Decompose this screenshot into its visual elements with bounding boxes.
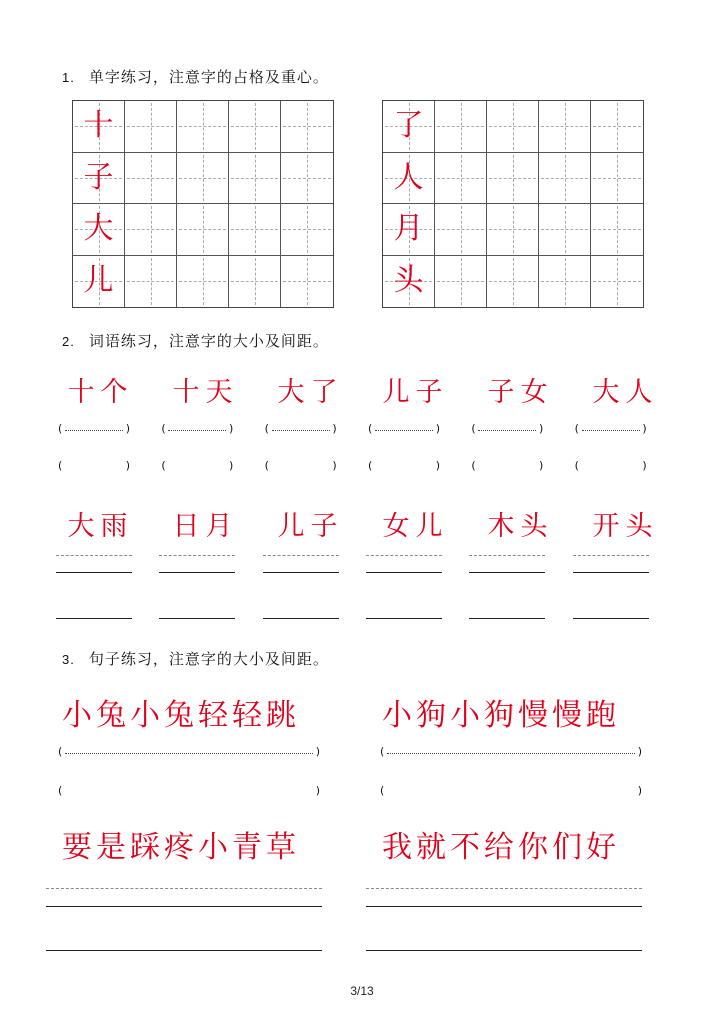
sentence-writing-line-right-2[interactable] [366,950,642,951]
pinyin-answer-box[interactable] [471,422,543,438]
dashed-guide [263,555,339,556]
close-paren: ) [315,745,320,758]
writing-line[interactable] [469,618,545,619]
close-paren: ) [642,459,647,472]
section1-title: 单字练习，注意字的占格及重心。 [88,68,329,86]
grid-cell[interactable] [591,153,643,205]
open-paren: ( [58,745,63,758]
open-paren: ( [380,745,385,758]
word: 日月 [172,511,239,542]
writing-line[interactable] [366,618,442,619]
word: 子女 [487,377,554,408]
section3-heading [62,648,329,669]
sentence-dashed-guide-right [366,888,642,889]
dashed-guide [366,555,442,556]
grid-char: 儿 [83,263,114,299]
section2-number: 2. [62,334,75,349]
pinyin-blank-row [58,459,678,475]
grid-cell[interactable] [383,256,435,308]
pinyin-answer-box[interactable] [265,422,337,438]
grid-cell[interactable] [281,101,333,153]
close-paren: ) [332,422,337,435]
grid-cell[interactable] [383,204,435,256]
close-paren: ) [435,422,440,435]
grid-cell[interactable] [177,101,229,153]
word: 十天 [172,377,239,408]
grid-cell[interactable] [435,101,487,153]
word: 女儿 [382,511,449,542]
baseline [263,572,339,573]
grid-cell[interactable] [177,204,229,256]
grid-cell[interactable] [281,256,333,308]
grid-cell[interactable] [73,256,125,308]
grid-cell[interactable] [487,101,539,153]
open-paren: ( [574,459,579,472]
word: 儿子 [382,377,449,408]
close-paren: ) [539,459,544,472]
open-paren: ( [58,459,63,472]
word-writing-lines-2 [56,618,676,619]
pinyin-answer-box[interactable] [471,459,543,475]
pinyin-answer-box[interactable] [575,422,647,438]
word: 开头 [592,511,659,542]
open-paren: ( [574,422,579,435]
grid-char: 大 [83,211,114,247]
dotted-guide [65,753,313,754]
pinyin-answer-box[interactable] [161,459,233,475]
writing-line[interactable] [263,555,339,573]
sentence-1-left-pinyin-box[interactable] [58,745,320,761]
grid-cell[interactable] [229,101,281,153]
pinyin-answer-box[interactable] [58,459,130,475]
close-paren: ) [125,422,130,435]
close-paren: ) [229,459,234,472]
writing-line[interactable] [573,618,649,619]
grid-cell[interactable] [73,101,125,153]
close-paren: ) [637,745,642,758]
sentence-1-right: 小狗小狗慢慢跑 [382,698,620,733]
baseline [366,572,442,573]
dotted-guide [272,430,330,431]
dashed-guide [159,555,235,556]
grid-char: 人 [393,159,424,195]
close-paren: ) [637,784,642,797]
grid-cell[interactable] [229,256,281,308]
section1-heading [62,66,329,87]
grid-cell[interactable] [487,204,539,256]
dotted-guide [168,430,226,431]
open-paren: ( [58,422,63,435]
grid-cell[interactable] [435,153,487,205]
dashed-guide [469,555,545,556]
baseline [469,572,545,573]
grid-cell[interactable] [125,204,177,256]
sentence-writing-line-left-2[interactable] [46,950,322,951]
section2-heading [62,330,329,351]
page-number: 3/13 [350,984,374,998]
writing-line[interactable] [469,555,545,573]
sentence-1-left-blank-box[interactable] [58,784,320,800]
pinyin-answer-box[interactable] [575,459,647,475]
pinyin-answer-box[interactable] [58,422,130,438]
grid-cell[interactable] [281,204,333,256]
open-paren: ( [368,459,373,472]
grid-cell[interactable] [177,256,229,308]
writing-line[interactable] [263,618,339,619]
close-paren: ) [642,422,647,435]
pinyin-answer-box[interactable] [265,459,337,475]
grid-cell[interactable] [383,101,435,153]
word: 大人 [592,377,659,408]
grid-char: 头 [393,263,424,299]
pinyin-answer-box[interactable] [161,422,233,438]
open-paren: ( [58,784,63,797]
grid-cell[interactable] [125,101,177,153]
close-paren: ) [332,459,337,472]
dotted-guide [65,430,123,431]
grid-cell[interactable] [435,204,487,256]
close-paren: ) [229,422,234,435]
open-paren: ( [264,459,269,472]
sentence-writing-line-left[interactable] [46,906,322,907]
grid-cell[interactable] [229,204,281,256]
pinyin-answer-box[interactable] [368,459,440,475]
writing-line[interactable] [366,555,442,573]
grid-cell[interactable] [229,153,281,205]
grid-cell[interactable] [487,256,539,308]
grid-char: 了 [393,108,424,144]
pinyin-dotted-row [58,422,678,438]
grid-cell[interactable] [435,256,487,308]
grid-cell[interactable] [591,204,643,256]
writing-line[interactable] [56,618,132,619]
writing-line[interactable] [159,618,235,619]
grid-cell[interactable] [539,101,591,153]
grid-cell[interactable] [125,256,177,308]
left-tianzi-grid [72,100,334,308]
grid-cell[interactable] [383,153,435,205]
baseline [159,572,235,573]
sentence-2-right: 我就不给你们好 [382,830,620,865]
baseline [56,572,132,573]
dashed-guide [573,555,649,556]
dotted-guide [582,430,640,431]
close-paren: ) [125,459,130,472]
grid-cell[interactable] [591,101,643,153]
sentence-1-right-pinyin-box[interactable] [380,745,642,761]
grid-char: 子 [83,159,114,195]
dotted-guide [387,753,635,754]
grid-cell[interactable] [73,204,125,256]
right-tianzi-grid [382,100,644,308]
grid-char: 月 [393,211,424,247]
open-paren: ( [380,784,385,797]
grid-cell[interactable] [539,256,591,308]
grid-cell[interactable] [539,153,591,205]
writing-line[interactable] [573,555,649,573]
grid-cell[interactable] [281,153,333,205]
close-paren: ) [539,422,544,435]
grid-cell[interactable] [177,153,229,205]
writing-line[interactable] [159,555,235,573]
word: 儿子 [277,511,344,542]
dotted-guide [375,430,433,431]
grid-cell[interactable] [73,153,125,205]
sentence-2-left: 要是踩疼小青草 [62,830,300,865]
dotted-guide [478,430,536,431]
open-paren: ( [471,422,476,435]
sentence-1-right-blank-box[interactable] [380,784,642,800]
writing-line[interactable] [56,555,132,573]
pinyin-answer-box[interactable] [368,422,440,438]
word: 木头 [487,511,554,542]
open-paren: ( [161,422,166,435]
grid-cell[interactable] [539,204,591,256]
close-paren: ) [435,459,440,472]
baseline [573,572,649,573]
dashed-guide [56,555,132,556]
open-paren: ( [264,422,269,435]
grid-char: 十 [83,108,114,144]
word: 大了 [277,377,344,408]
grid-cell[interactable] [487,153,539,205]
sentence-dashed-guide-left [46,888,322,889]
open-paren: ( [368,422,373,435]
word-writing-lines-1 [56,555,676,573]
section2-title: 词语练习，注意字的大小及间距。 [88,332,329,350]
word: 大雨 [67,511,134,542]
word-row-1 [48,370,678,409]
section1-number: 1. [62,70,75,85]
grid-cell[interactable] [591,256,643,308]
section3-title: 句子练习，注意字的大小及间距。 [88,650,329,668]
open-paren: ( [471,459,476,472]
sentence-1-left: 小兔小兔轻轻跳 [62,698,300,733]
word-row-2 [48,504,678,543]
grid-cell[interactable] [125,153,177,205]
word: 十个 [67,377,134,408]
section3-number: 3. [62,652,75,667]
close-paren: ) [315,784,320,797]
open-paren: ( [161,459,166,472]
sentence-writing-line-right[interactable] [366,906,642,907]
